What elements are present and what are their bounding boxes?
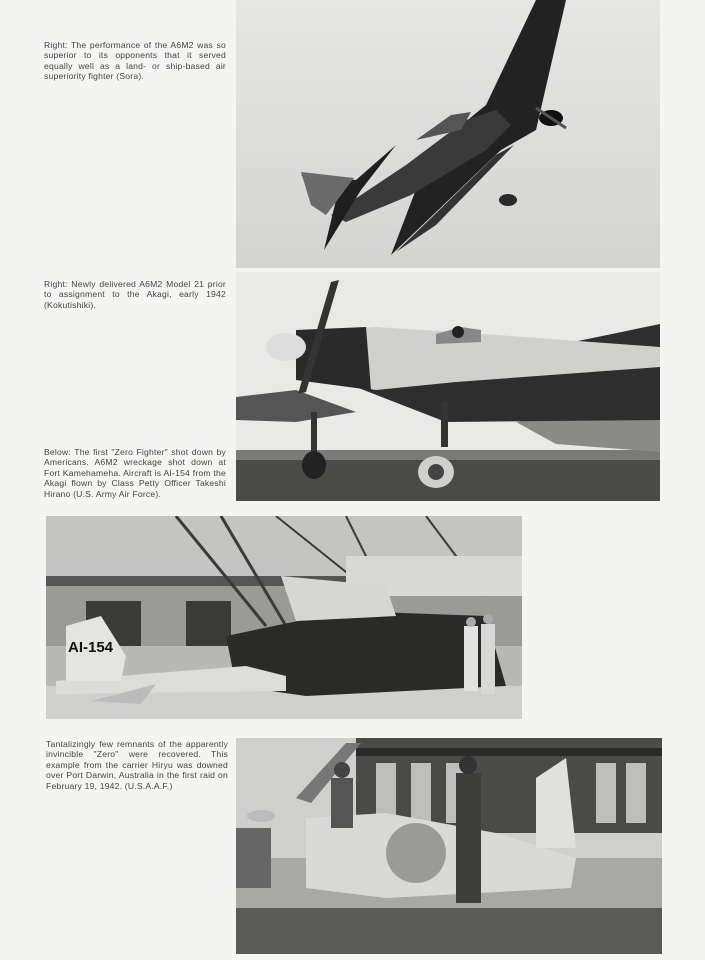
caption-photo-4: Tantalizingly few remnants of the apparently invincible "Zero" were recovered. This example from the carrier Hiryu was downed over Port Darwin, Australia in the first raid on February 19, 1942. (U.S.A.A.F.) xyxy=(46,739,228,791)
caption-photo-1: Right: The performance of the A6M2 was so superior to its opponents that it served equally well as a land- or ship-based air superiority fighter (Sora). xyxy=(44,40,226,82)
photo-a6m2-in-flight xyxy=(236,0,660,268)
caption-photo-2: Right: Newly delivered A6M2 Model 21 prior to assignment to the Akagi, early 1942 (Kokutishiki). xyxy=(44,279,226,310)
caption-photo-3: Below: The first "Zero Fighter" shot down by Americans. A6M2 wreckage shot down at Fort Kamehameha. Aircraft is AI-154 from the Akagi flown by Class Petty Officer Takeshi Hirano (U.S. Army Air Force). xyxy=(44,447,226,499)
photo-ai-154-wreckage-hangar xyxy=(46,516,522,719)
photo-hiryu-zero-darwin xyxy=(236,738,662,954)
tail-code-text: AI-154 xyxy=(68,639,114,656)
photo-a6m2-model-21-on-ground xyxy=(236,272,660,501)
